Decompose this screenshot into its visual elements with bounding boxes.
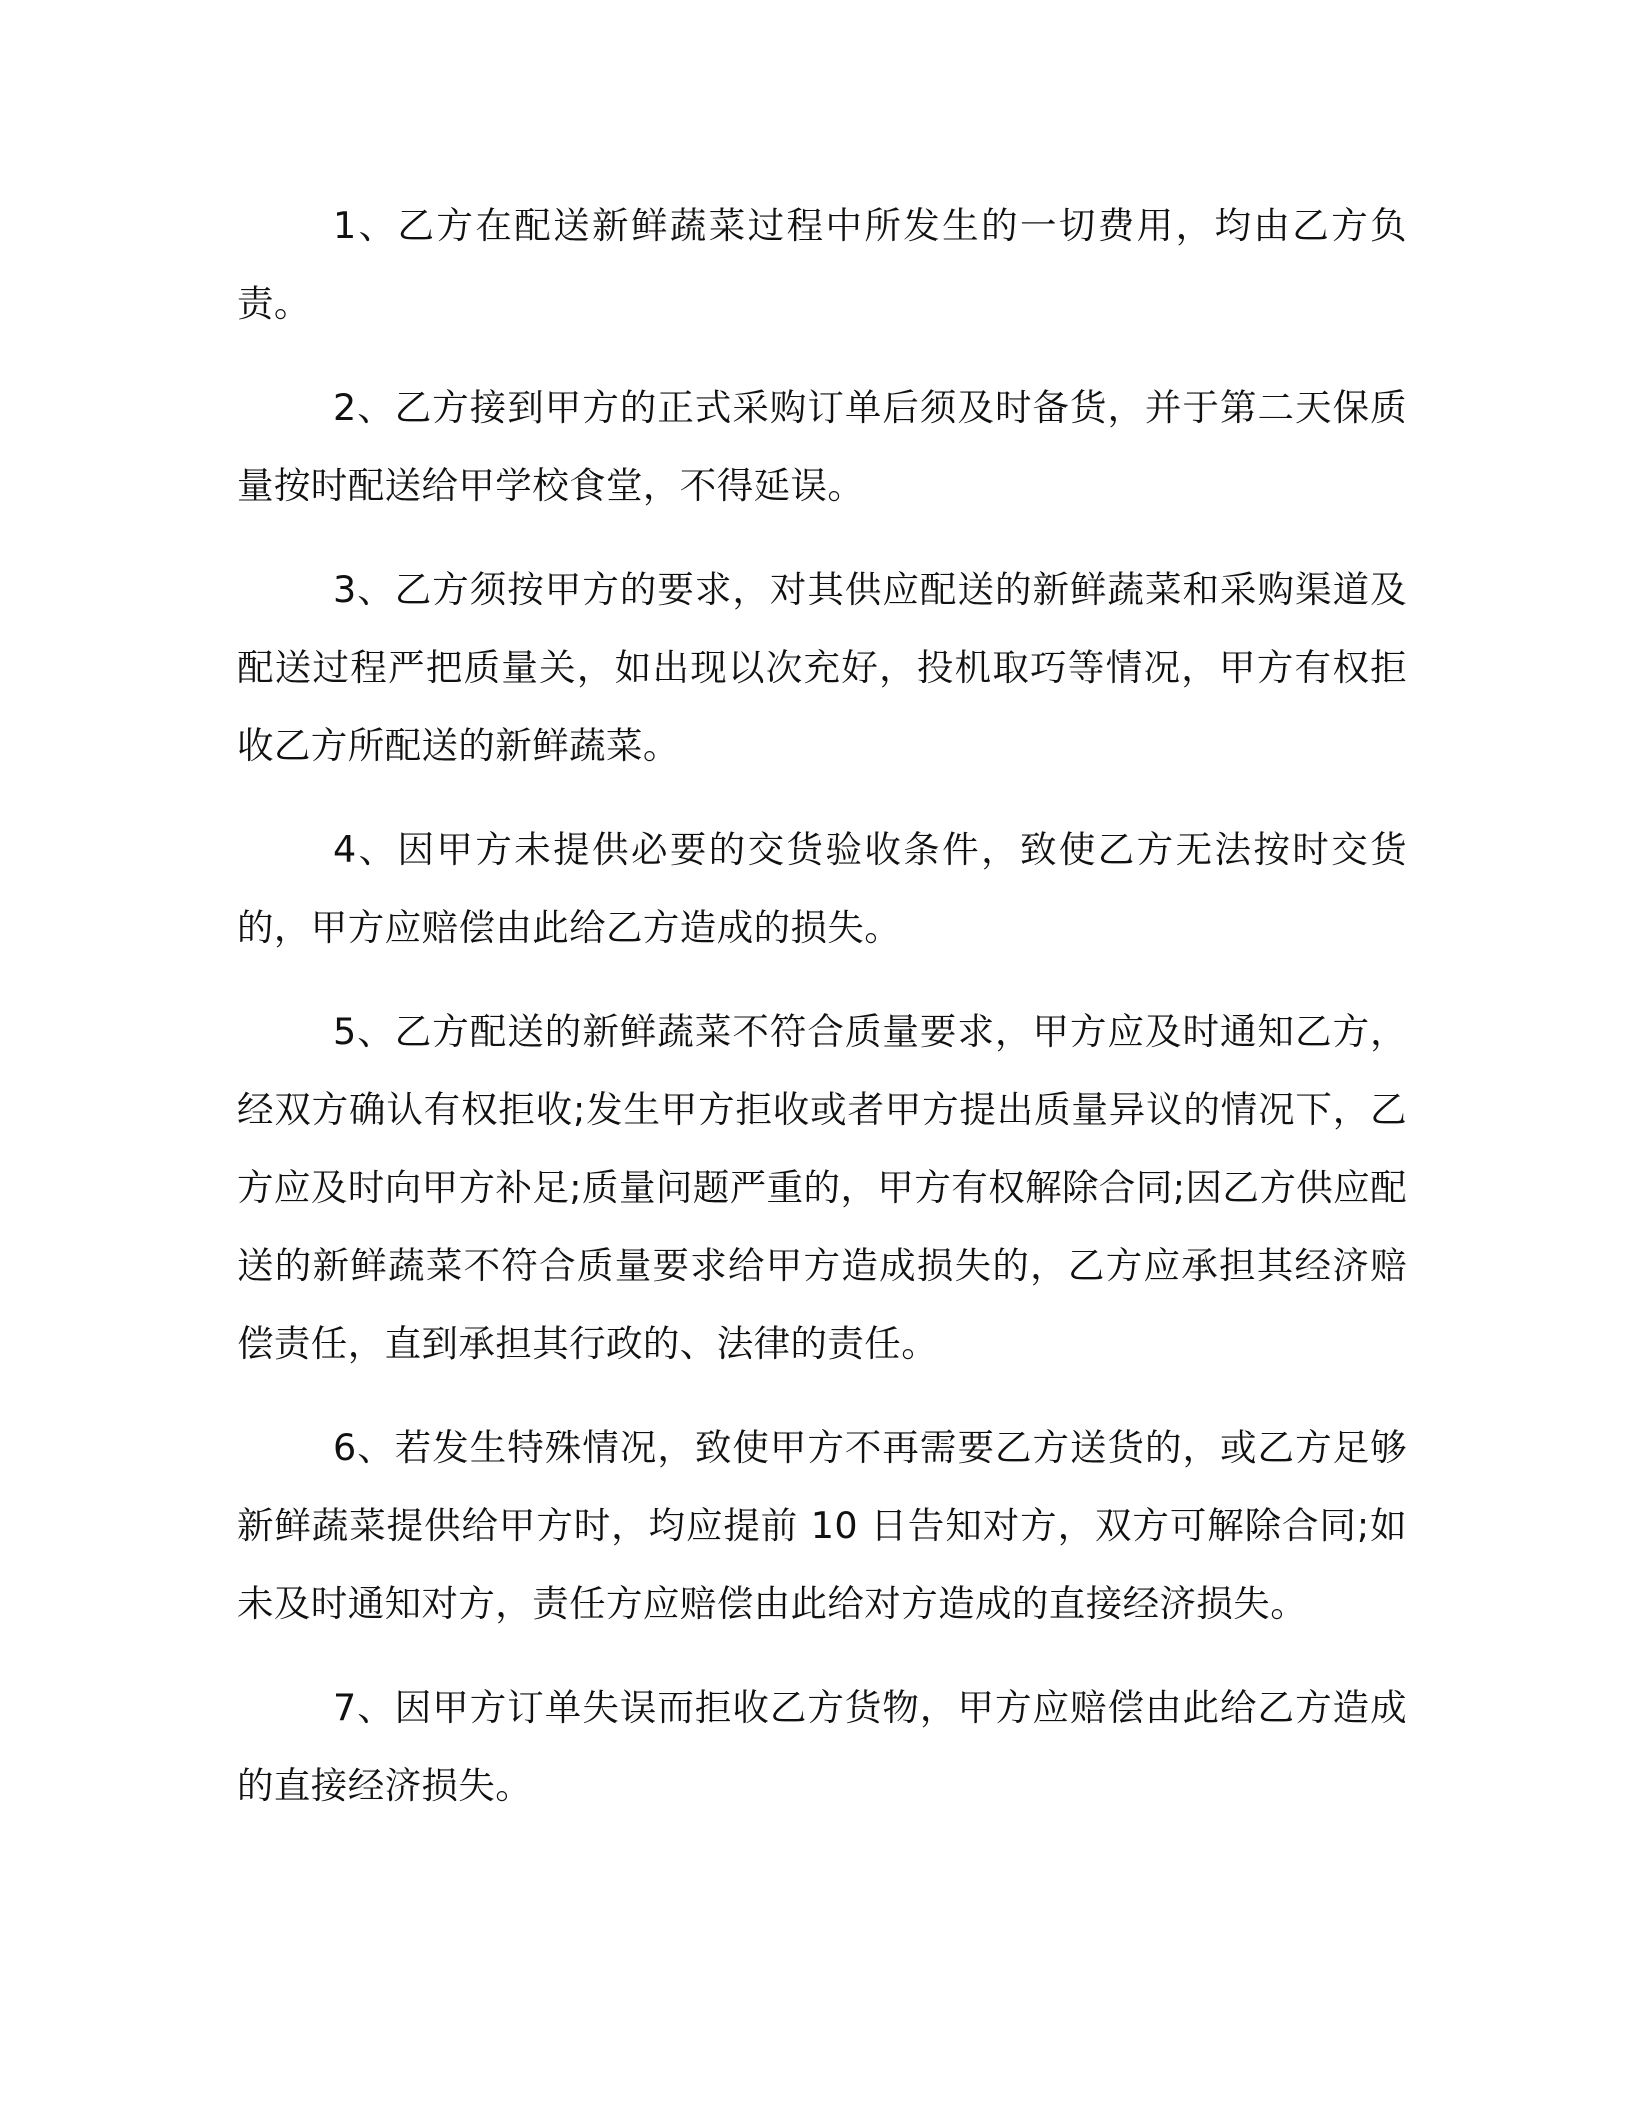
document-body	[237, 187, 1407, 1851]
clause-1: 1、乙方在配送新鲜蔬菜过程中所发生的一切费用，均由乙方负责。	[237, 204, 1407, 325]
clause-4: 4、因甲方未提供必要的交货验收条件，致使乙方无法按时交货的，甲方应赔偿由此给乙方造成的损失。	[237, 828, 1407, 949]
clause-2: 2、乙方接到甲方的正式采购订单后须及时备货，并于第二天保质量按时配送给甲学校食堂，不得延误。	[237, 386, 1407, 507]
clause-7: 7、因甲方订单失误而拒收乙方货物，甲方应赔偿由此给乙方造成的直接经济损失。	[237, 1686, 1407, 1807]
clause-6: 6、若发生特殊情况，致使甲方不再需要乙方送货的，或乙方足够新鲜蔬菜提供给甲方时，均应提前 10 日告知对方，双方可解除合同;如未及时通知对方，责任方应赔偿由此给对方造成的直接经济损失。	[237, 1426, 1407, 1625]
clause-5: 5、乙方配送的新鲜蔬菜不符合质量要求，甲方应及时通知乙方，经双方确认有权拒收;发生甲方拒收或者甲方提出质量异议的情况下，乙方应及时向甲方补足;质量问题严重的，甲方有权解除合同;因乙方供应配送的新鲜蔬菜不符合质量要求给甲方造成损失的，乙方应承担其经济赔偿责任，直到承担其行政的、法律的责任。	[237, 1010, 1407, 1365]
clause-3: 3、乙方须按甲方的要求，对其供应配送的新鲜蔬菜和采购渠道及配送过程严把质量关，如出现以次充好，投机取巧等情况，甲方有权拒收乙方所配送的新鲜蔬菜。	[237, 568, 1407, 767]
